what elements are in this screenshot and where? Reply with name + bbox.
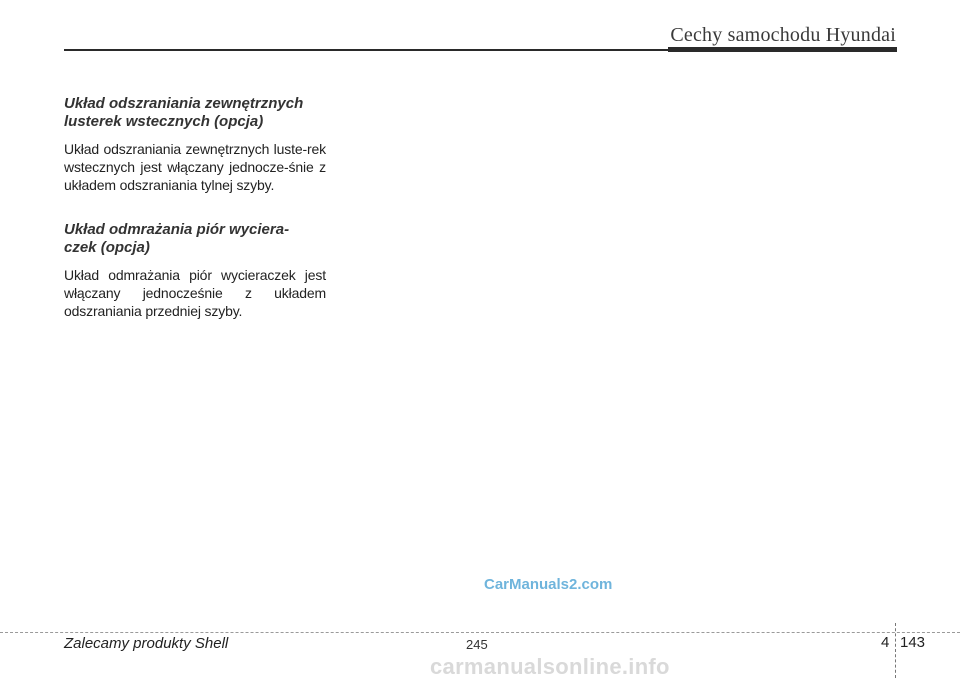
section-mirror-defroster [64, 95, 326, 194]
heading-line: czek (opcja) [64, 239, 150, 256]
footer-chapter-number: 4 [881, 634, 890, 651]
footer-left-text: Zalecamy produkty Shell [64, 635, 229, 652]
section-heading [64, 95, 326, 131]
section-wiper-deicer [64, 221, 326, 320]
heading-line: Układ odmrażania piór wyciera- [64, 221, 290, 238]
section-heading [64, 221, 326, 257]
footer-sheet-number: 245 [466, 637, 488, 652]
section-body: Układ odszraniania zewnętrznych luste-rek wstecznych jest włączany jednocze-śnie z układem odszraniania tylnej szyby. [64, 141, 326, 193]
footer-page-divider [895, 623, 896, 678]
footer-page-number: 143 [900, 634, 926, 651]
footer-rule [0, 632, 960, 633]
watermark-carmanualsonline[interactable]: carmanualsonline.info [430, 654, 670, 679]
heading-line: lusterek wstecznych (opcja) [64, 113, 264, 130]
header-rule-accent [668, 47, 897, 52]
watermark-carmanuals2[interactable]: CarManuals2.com [484, 576, 613, 593]
content-column [64, 95, 326, 347]
section-body: Układ odmrażania piór wycieraczek jest włączany jednocześnie z układem odszraniania przedniej szyby. [64, 267, 326, 319]
header-rule [64, 49, 670, 51]
heading-line: Układ odszraniania zewnętrznych [64, 95, 304, 112]
running-header-title: Cechy samochodu Hyundai [670, 24, 896, 46]
